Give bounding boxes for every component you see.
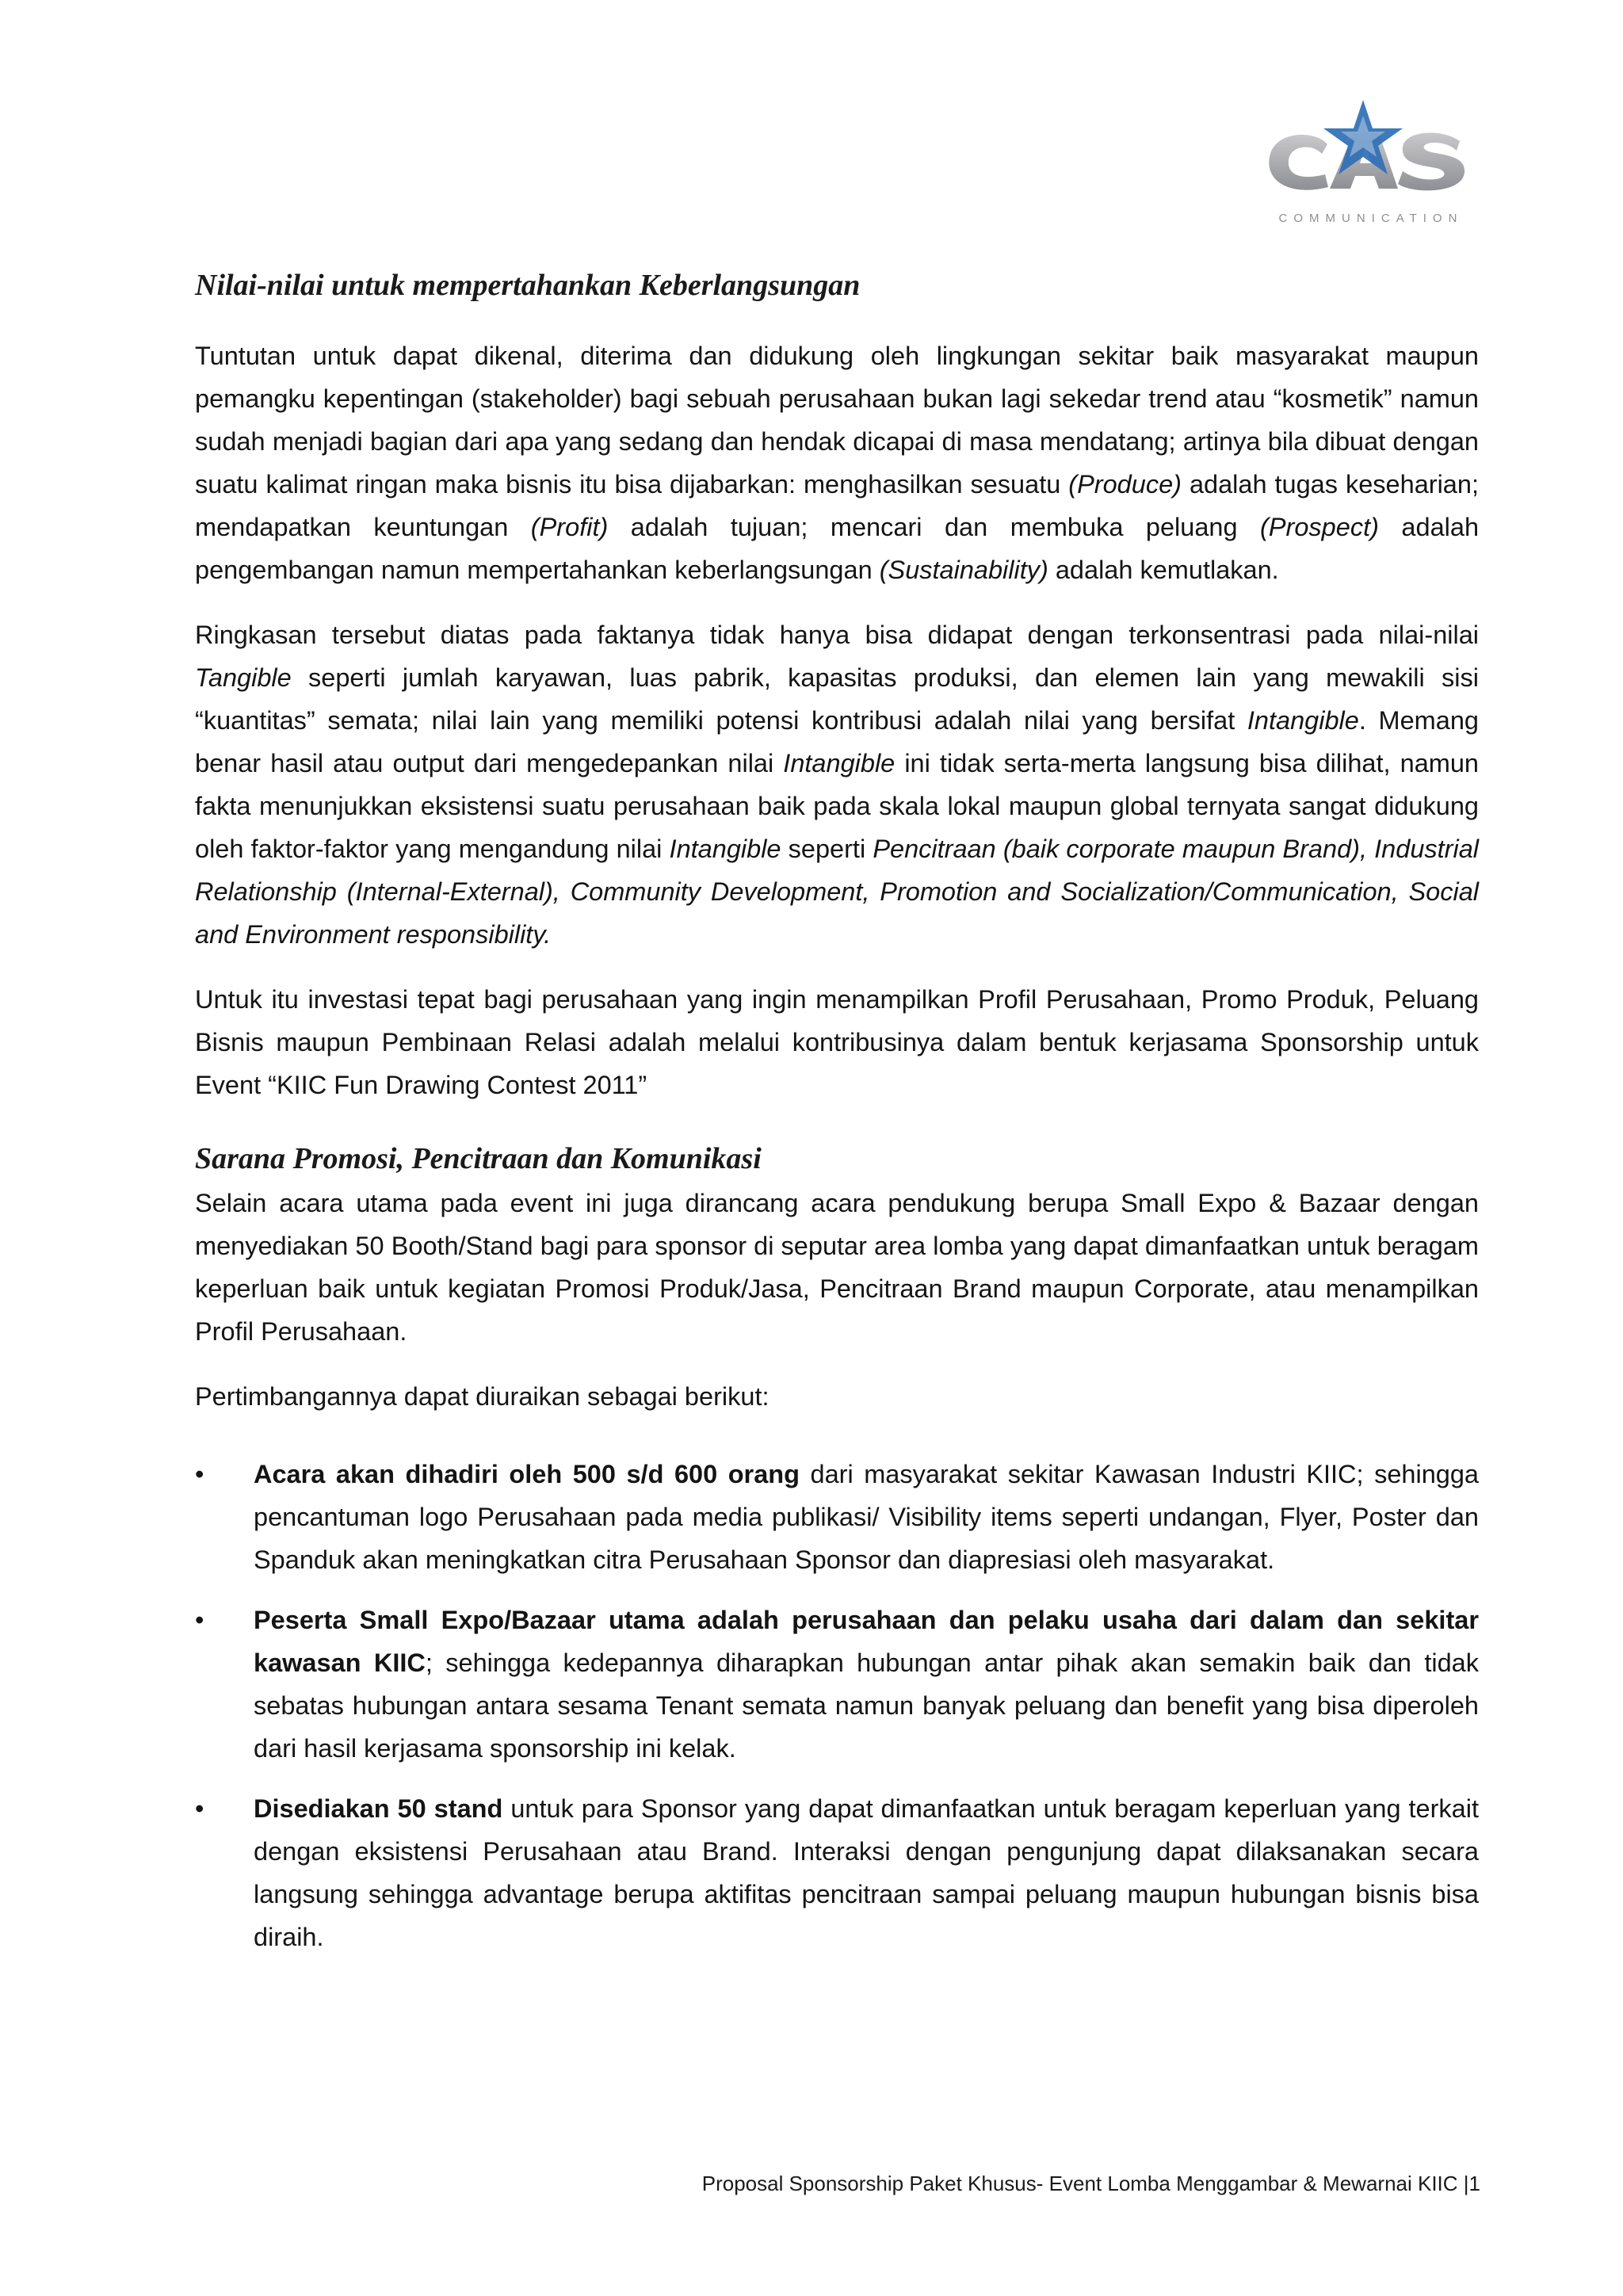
section-heading: Sarana Promosi, Pencitraan dan Komunikasi <box>195 1141 762 1175</box>
paragraph: Ringkasan tersebut diatas pada faktanya tidak hanya bisa didapat dengan terkonsentrasi pada nilai-nilai Tangible seperti jumlah karyawan, luas pabrik, kapasitas produksi, dan elemen lain yang mewakili sisi “kuantitas” semata; nilai lain yang memiliki potensi kontribusi adalah nilai yang bersifat Intangible. Memang benar hasil atau output dari mengedepankan nilai Intangible ini tidak serta-merta langsung bisa dilihat, namun fakta menunjukkan eksistensi suatu perusahaan baik pada skala lokal maupun global ternyata sangat didukung oleh faktor-faktor yang mengandung nilai Intangible seperti Pencitraan (baik corporate maupun Brand), Industrial Relationship (Internal-External), Community Development, Promotion and Socialization/Communication, Social and Environment responsibility. <box>195 620 1480 949</box>
bullet-icon: • <box>195 1606 204 1635</box>
document-body <box>195 268 1479 1976</box>
svg-text:COMMUNICATION: COMMUNICATION <box>1278 212 1464 225</box>
paragraph: Tuntutan untuk dapat dikenal, diterima dan didukung oleh lingkungan sekitar baik masyarakat maupun pemangku kepentingan (stakeholder) bagi sebuah perusahaan bukan lagi sekedar trend atau “kosmetik” namun sudah menjadi bagian dari apa yang sedang dan hendak dicapai di masa mendatang; artinya bila dibuat dengan suatu kalimat ringan maka bisnis itu bisa dijabarkan: menghasilkan sesuatu (Produce) adalah tugas keseharian; mendapatkan keuntungan (Profit) adalah tujuan; mencari dan membuka peluang (Prospect) adalah pengembangan namun mempertahankan keberlangsungan (Sustainability) adalah kemutlakan. <box>195 341 1480 584</box>
list-item: • Disediakan 50 stand untuk para Sponsor yang dapat dimanfaatkan untuk beragam keperluan yang terkait dengan eksistensi Perusahaan atau Brand. Interaksi dengan pengunjung dapat dilaksanakan secara langsung sehingga advantage berupa aktifitas pencitraan sampai peluang maupun hubungan bisnis bisa diraih. <box>195 1787 1479 1958</box>
bullet-icon: • <box>195 1794 204 1824</box>
list-item: • Acara akan dihadiri oleh 500 s/d 600 orang dari masyarakat sekitar Kawasan Industri KIIC; sehingga pencantuman logo Perusahaan pada media publikasi/ Visibility items seperti undangan, Flyer, Poster dan Spanduk akan meningkatkan citra Perusahaan Sponsor dan diapresiasi oleh masyarakat. <box>195 1453 1479 1581</box>
page-footer: Proposal Sponsorship Paket Khusus- Event Lomba Menggambar & Mewarnai KIIC |1 <box>701 2172 1480 2195</box>
list-item: • Peserta Small Expo/Bazaar utama adalah perusahaan dan pelaku usaha dari dalam dan sekitar kawasan KIIC; sehingga kedepannya diharapkan hubungan antar pihak akan semakin baik dan tidak sebatas hubungan antara sesama Tenant semata namun banyak peluang dan benefit yang bisa diperoleh dari hasil kerjasama sponsorship ini kelak. <box>195 1599 1479 1770</box>
bullet-icon: • <box>195 1460 204 1489</box>
paragraph: Selain acara utama pada event ini juga dirancang acara pendukung berupa Small Expo & Bazaar dengan menyediakan 50 Booth/Stand bagi para sponsor di seputar area lomba yang dapat dimanfaatkan untuk beragam keperluan baik untuk kegiatan Promosi Produk/Jasa, Pencitraan Brand maupun Corporate, atau menampilkan Profil Perusahaan. <box>195 1189 1479 1347</box>
paragraph: Pertimbangannya dapat diuraikan sebagai berikut: <box>195 1382 769 1412</box>
section-heading: Nilai-nilai untuk mempertahankan Keberlangsungan <box>195 269 861 302</box>
paragraph: Untuk itu investasi tepat bagi perusahaan yang ingin menampilkan Profil Perusahaan, Promo Produk, Peluang Bisnis maupun Pembinaan Relasi adalah melalui kontribusinya dalam bentuk kerjasama Sponsorship untuk Event “KIIC Fun Drawing Contest 2011” <box>195 984 1479 1099</box>
cas-communication-logo <box>1252 95 1490 230</box>
bullet-list <box>195 1453 1479 1958</box>
